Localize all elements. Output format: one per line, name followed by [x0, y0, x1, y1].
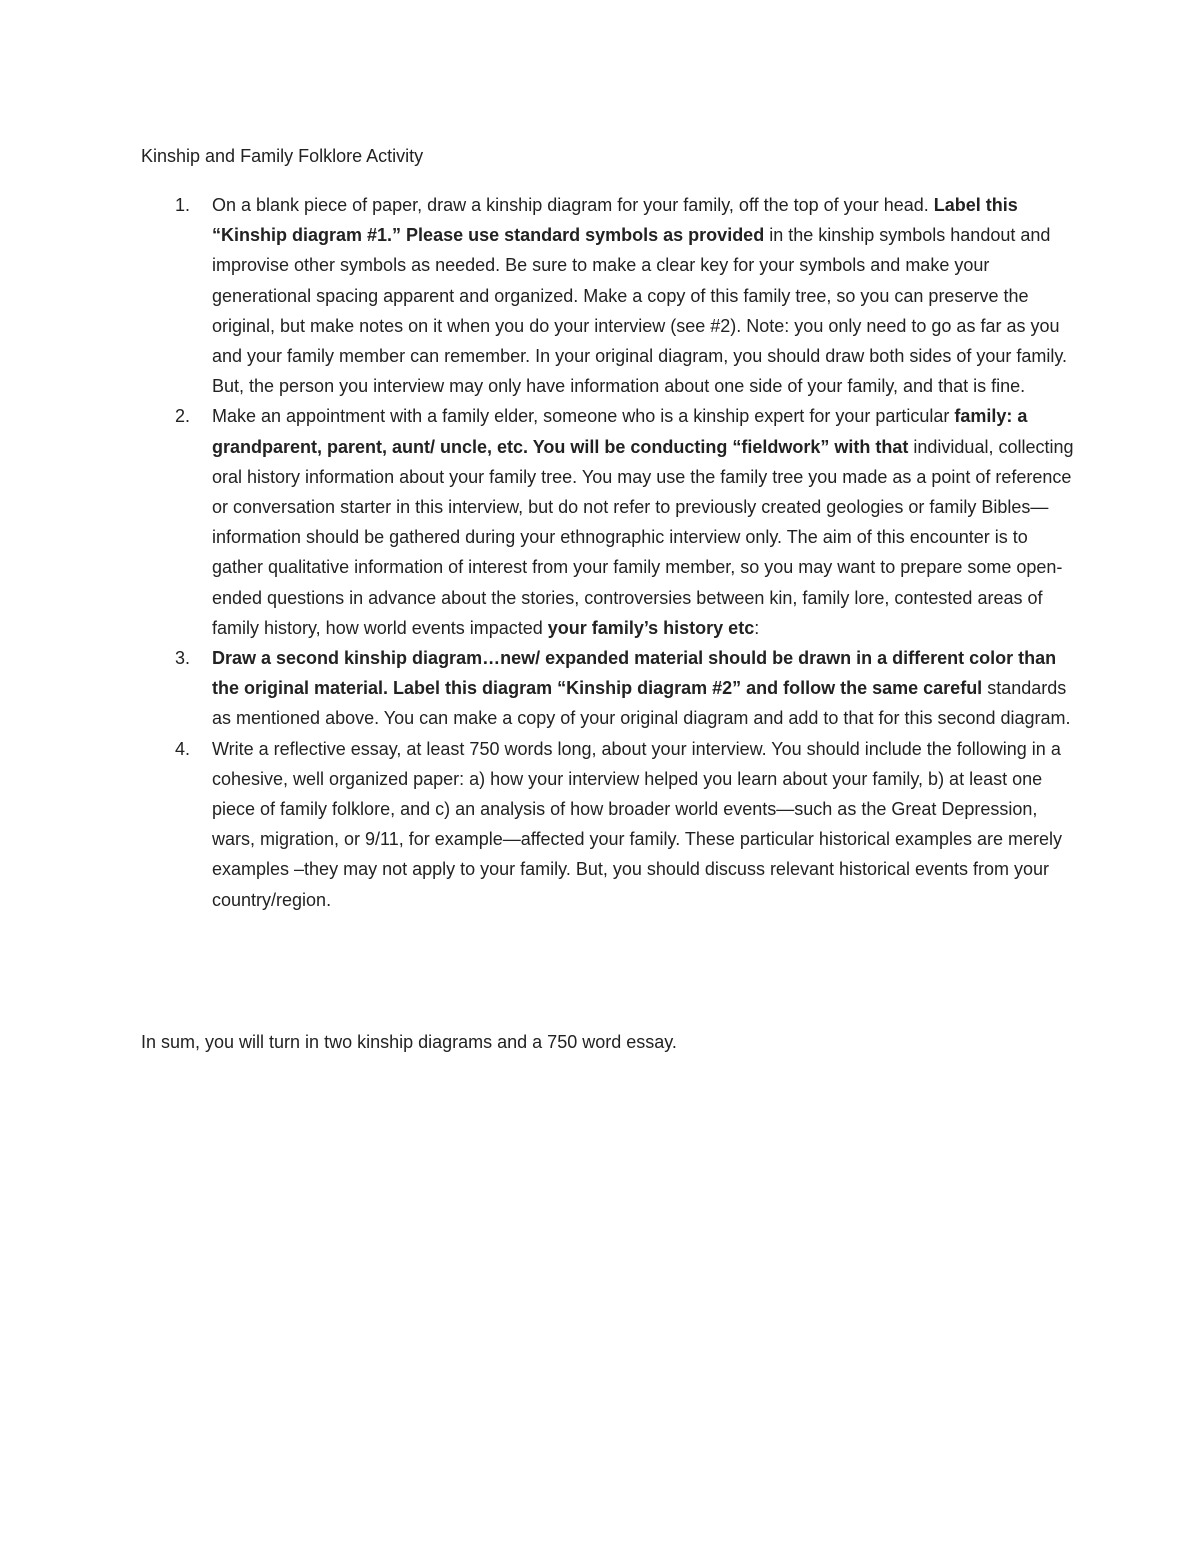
list-item-text [212, 190, 1076, 401]
text-segment: Write a reflective essay, at least 750 words long, about your interview. You should include the following in a cohesive, well organized paper: a) how your interview helped you learn about your family, b) at least one piece of family folklore, and c) an analysis of how broader world events—such as the Great Depression, wars, migration, or 9/11, for example—affected your family. These particular historical examples are merely examples –they may not apply to your family. But, you should discuss relevant historical events from your country/region. [212, 738, 1063, 910]
text-segment: : [754, 617, 760, 638]
list-item-text [212, 643, 1076, 734]
summary-paragraph: In sum, you will turn in two kinship diagrams and a 750 word essay. [141, 1032, 677, 1052]
list-item-1 [141, 190, 1076, 401]
list-number: 2. [175, 406, 191, 427]
list-item-4 [141, 734, 1076, 915]
document-title: Kinship and Family Folklore Activity [141, 146, 424, 166]
instruction-list [141, 190, 1076, 915]
bold-text-segment: Label this “Kinship diagram #1.” Please use standard symbols as provided [212, 195, 1018, 246]
list-number: 3. [175, 648, 191, 669]
list-item-2 [141, 401, 1076, 643]
bold-text-segment: family: a grandparent, parent, aunt/ uncle, etc. You will be conducting “fieldwork” with that [212, 406, 1028, 457]
text-segment: individual, collecting oral history information about your family tree. You may use the family tree you made as a point of reference or conversation starter in this interview, but do not refer to previously created geologies or family Bibles—information should be gathered during your ethnographic interview only. The aim of this encounter is to gather qualitative information of interest from your family member, so you may want to prepare some open-ended questions in advance about the stories, controversies between kin, family lore, contested areas of family history, how world events impacted [212, 436, 1074, 638]
list-number: 4. [175, 738, 191, 759]
list-item-text [212, 401, 1076, 643]
list-item-3 [141, 643, 1076, 734]
text-segment: On a blank piece of paper, draw a kinship diagram for your family, off the top of your head. [212, 195, 934, 215]
text-segment: in the kinship symbols handout and improvise other symbols as needed. Be sure to make a clear key for your symbols and make your generational spacing apparent and organized. Make a copy of this family tree, so you can preserve the original, but make notes on it when you do your interview (see #2). Note: you only need to go as far as you and your family member can remember. In your original diagram, you should draw both sides of your family. But, the person you interview may only have information about one side of your family, and that is fine. [212, 225, 1068, 397]
list-item-text [212, 734, 1076, 915]
text-segment: Make an appointment with a family elder, someone who is a kinship expert for your particular [212, 406, 955, 427]
bold-text-segment: your family’s history etc [547, 617, 755, 638]
bold-text-segment: Draw a second kinship diagram…new/ expanded material should be drawn in a different color than the original material. Label this diagram “Kinship diagram #2” and follow the same careful [212, 648, 1057, 699]
list-number: 1. [175, 195, 191, 215]
text-segment: standards as mentioned above. You can make a copy of your original diagram and add to that for this second diagram. [212, 678, 1071, 729]
